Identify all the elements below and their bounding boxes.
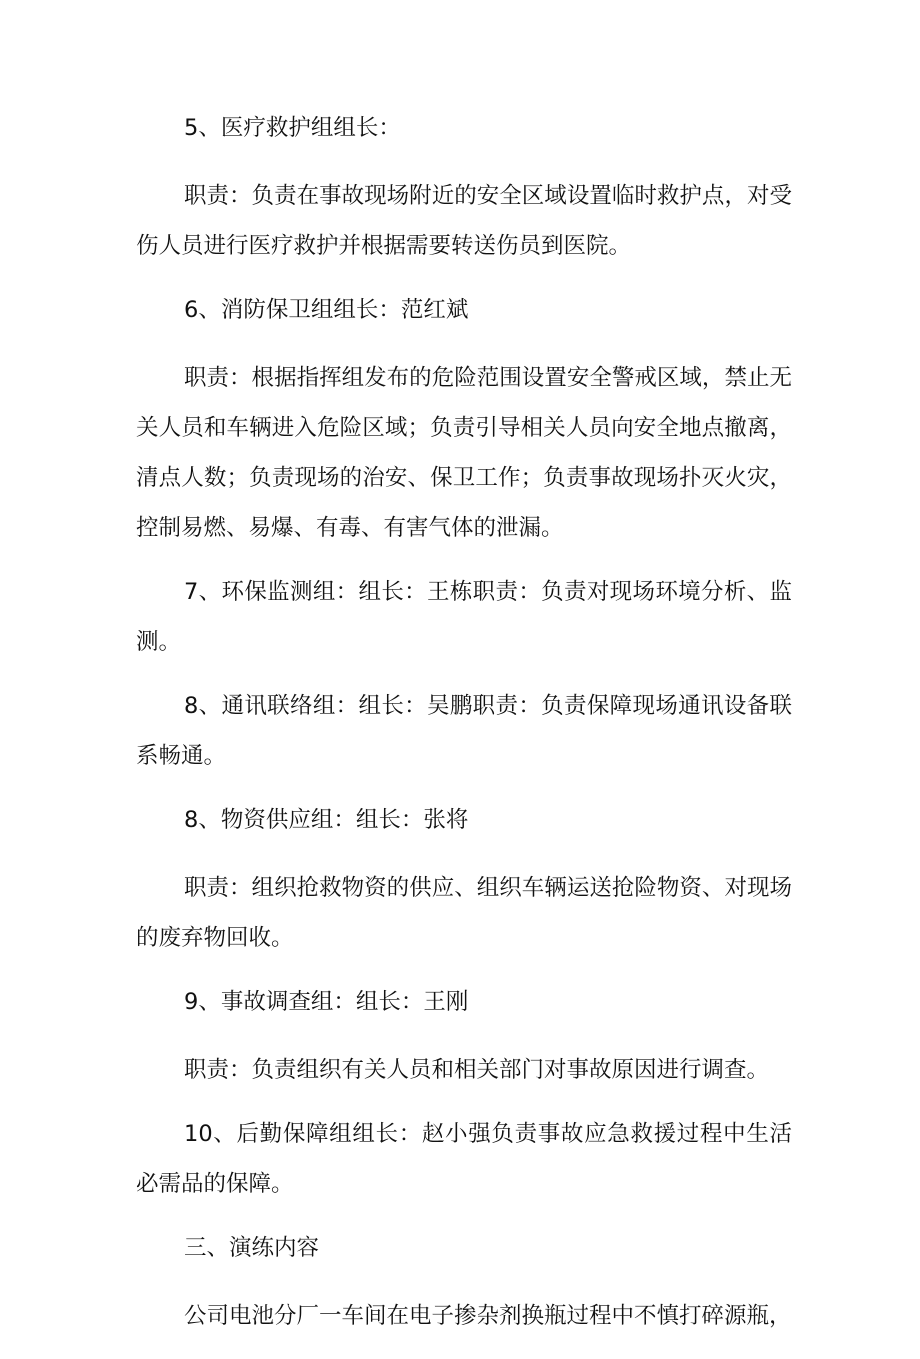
section-heading-supply: 8、物资供应组：组长：张将 bbox=[184, 807, 469, 833]
paragraph-fire-security-duty: 职责：根据指挥组发布的危险范围设置安全警戒区域，禁止无关人员和车辆进入危险区域；负责引导相关人员向安全地点撤离，清点人数；负责现场的治安、保卫工作；负责事故现场扑灭火灾，控制易燃、易爆、有毒、有害气体的泄漏。 bbox=[136, 365, 792, 541]
paragraph-environment-monitoring: 7、环保监测组：组长：王栋职责：负责对现场环境分析、监测。 bbox=[136, 579, 792, 655]
section-heading-investigation: 9、事故调查组：组长：王刚 bbox=[184, 989, 469, 1015]
section-heading-fire-security: 6、消防保卫组组长：范红斌 bbox=[184, 297, 469, 323]
section-heading-medical: 5、医疗救护组组长： bbox=[184, 115, 401, 141]
section-heading-drill-content: 三、演练内容 bbox=[184, 1235, 320, 1261]
paragraph-communication: 8、通讯联络组：组长：吴鹏职责：负责保障现场通讯设备联系畅通。 bbox=[136, 693, 792, 769]
paragraph-logistics: 10、后勤保障组组长：赵小强负责事故应急救援过程中生活必需品的保障。 bbox=[136, 1121, 792, 1197]
document-body bbox=[136, 103, 792, 1359]
paragraph-investigation-duty: 职责：负责组织有关人员和相关部门对事故原因进行调查。 bbox=[184, 1057, 770, 1083]
paragraph-drill-content: 公司电池分厂一车间在电子掺杂剂换瓶过程中不慎打碎源瓶， bbox=[184, 1303, 792, 1329]
paragraph-medical-duty: 职责：负责在事故现场附近的安全区域设置临时救护点，对受伤人员进行医疗救护并根据需要转送伤员到医院。 bbox=[136, 183, 792, 259]
paragraph-supply-duty: 职责：组织抢救物资的供应、组织车辆运送抢险物资、对现场的废弃物回收。 bbox=[136, 875, 792, 951]
